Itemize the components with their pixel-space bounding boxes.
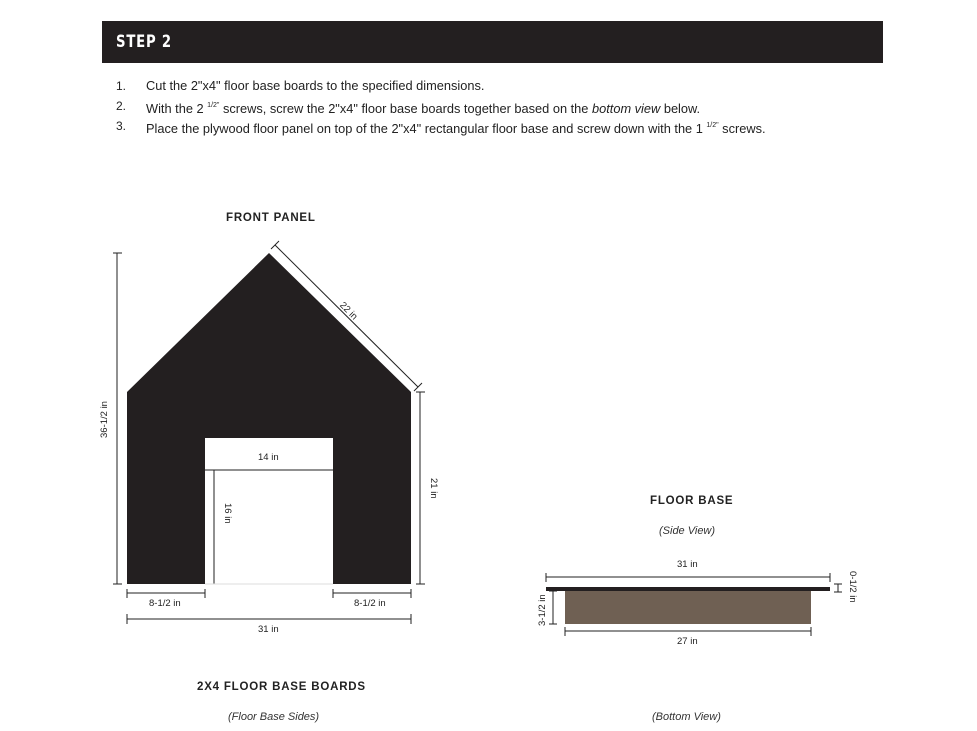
- instruction-number: 1.: [116, 79, 127, 93]
- instruction-text: Place the plywood floor panel on top of the 2"x4" rectangular floor base and screw down with the 1: [146, 121, 707, 136]
- plywood-thickness-label: 0-1/2 in: [847, 571, 858, 603]
- total-width-dim: [127, 614, 411, 624]
- floor-base-subtitle: (Side View): [659, 525, 716, 537]
- front-panel-shape: [127, 253, 411, 584]
- left-base-label: 8-1/2 in: [149, 598, 181, 609]
- floor-top-width-dim: [546, 573, 830, 582]
- instruction-number: 2.: [116, 99, 127, 113]
- door-height-label: 16 in: [222, 503, 233, 524]
- instruction-text: below.: [660, 101, 701, 116]
- total-height-dim: [113, 253, 122, 584]
- instruction-emphasis: bottom view: [591, 101, 661, 116]
- fraction-superscript: 1/2": [706, 122, 719, 129]
- step-title: STEP 2: [116, 32, 172, 52]
- board-height-label: 3-1/2 in: [537, 594, 548, 626]
- floor-bottom-width-label: 27 in: [677, 636, 698, 647]
- floor-base-title: FLOOR BASE: [650, 495, 734, 507]
- instruction-text: Cut the 2"x4" floor base boards to the specified dimensions.: [146, 78, 485, 93]
- instruction-text: screws, screw the 2"x4" floor base boards together based on the: [219, 101, 592, 116]
- board-height-dim: [549, 591, 557, 624]
- instruction-number: 3.: [116, 119, 127, 133]
- floor-base-board: [565, 590, 811, 624]
- front-panel-title: FRONT PANEL: [226, 212, 316, 224]
- door-width-label: 14 in: [258, 452, 279, 463]
- instruction-text: With the 2: [146, 101, 208, 116]
- plywood-thickness-dim: [834, 584, 842, 592]
- floor-top-width-label: 31 in: [677, 559, 698, 570]
- roof-edge-label: 22 in: [337, 300, 360, 323]
- bottom-view-subtitle: (Bottom View): [652, 711, 721, 723]
- wall-height-label: 21 in: [428, 478, 439, 499]
- floor-base-plywood: [546, 587, 830, 591]
- right-base-label: 8-1/2 in: [354, 598, 386, 609]
- fraction-superscript: 1/2": [207, 102, 220, 109]
- floor-base-sides-subtitle: (Floor Base Sides): [228, 711, 320, 723]
- floor-bottom-width-dim: [565, 627, 811, 636]
- left-base-dim: [127, 589, 205, 598]
- floor-base-boards-title: 2X4 FLOOR BASE BOARDS: [197, 681, 366, 693]
- wall-height-dim: [416, 392, 425, 584]
- total-height-label: 36-1/2 in: [99, 401, 110, 438]
- total-width-label: 31 in: [258, 624, 279, 635]
- instruction-text: screws.: [718, 121, 766, 136]
- right-base-dim: [333, 589, 411, 598]
